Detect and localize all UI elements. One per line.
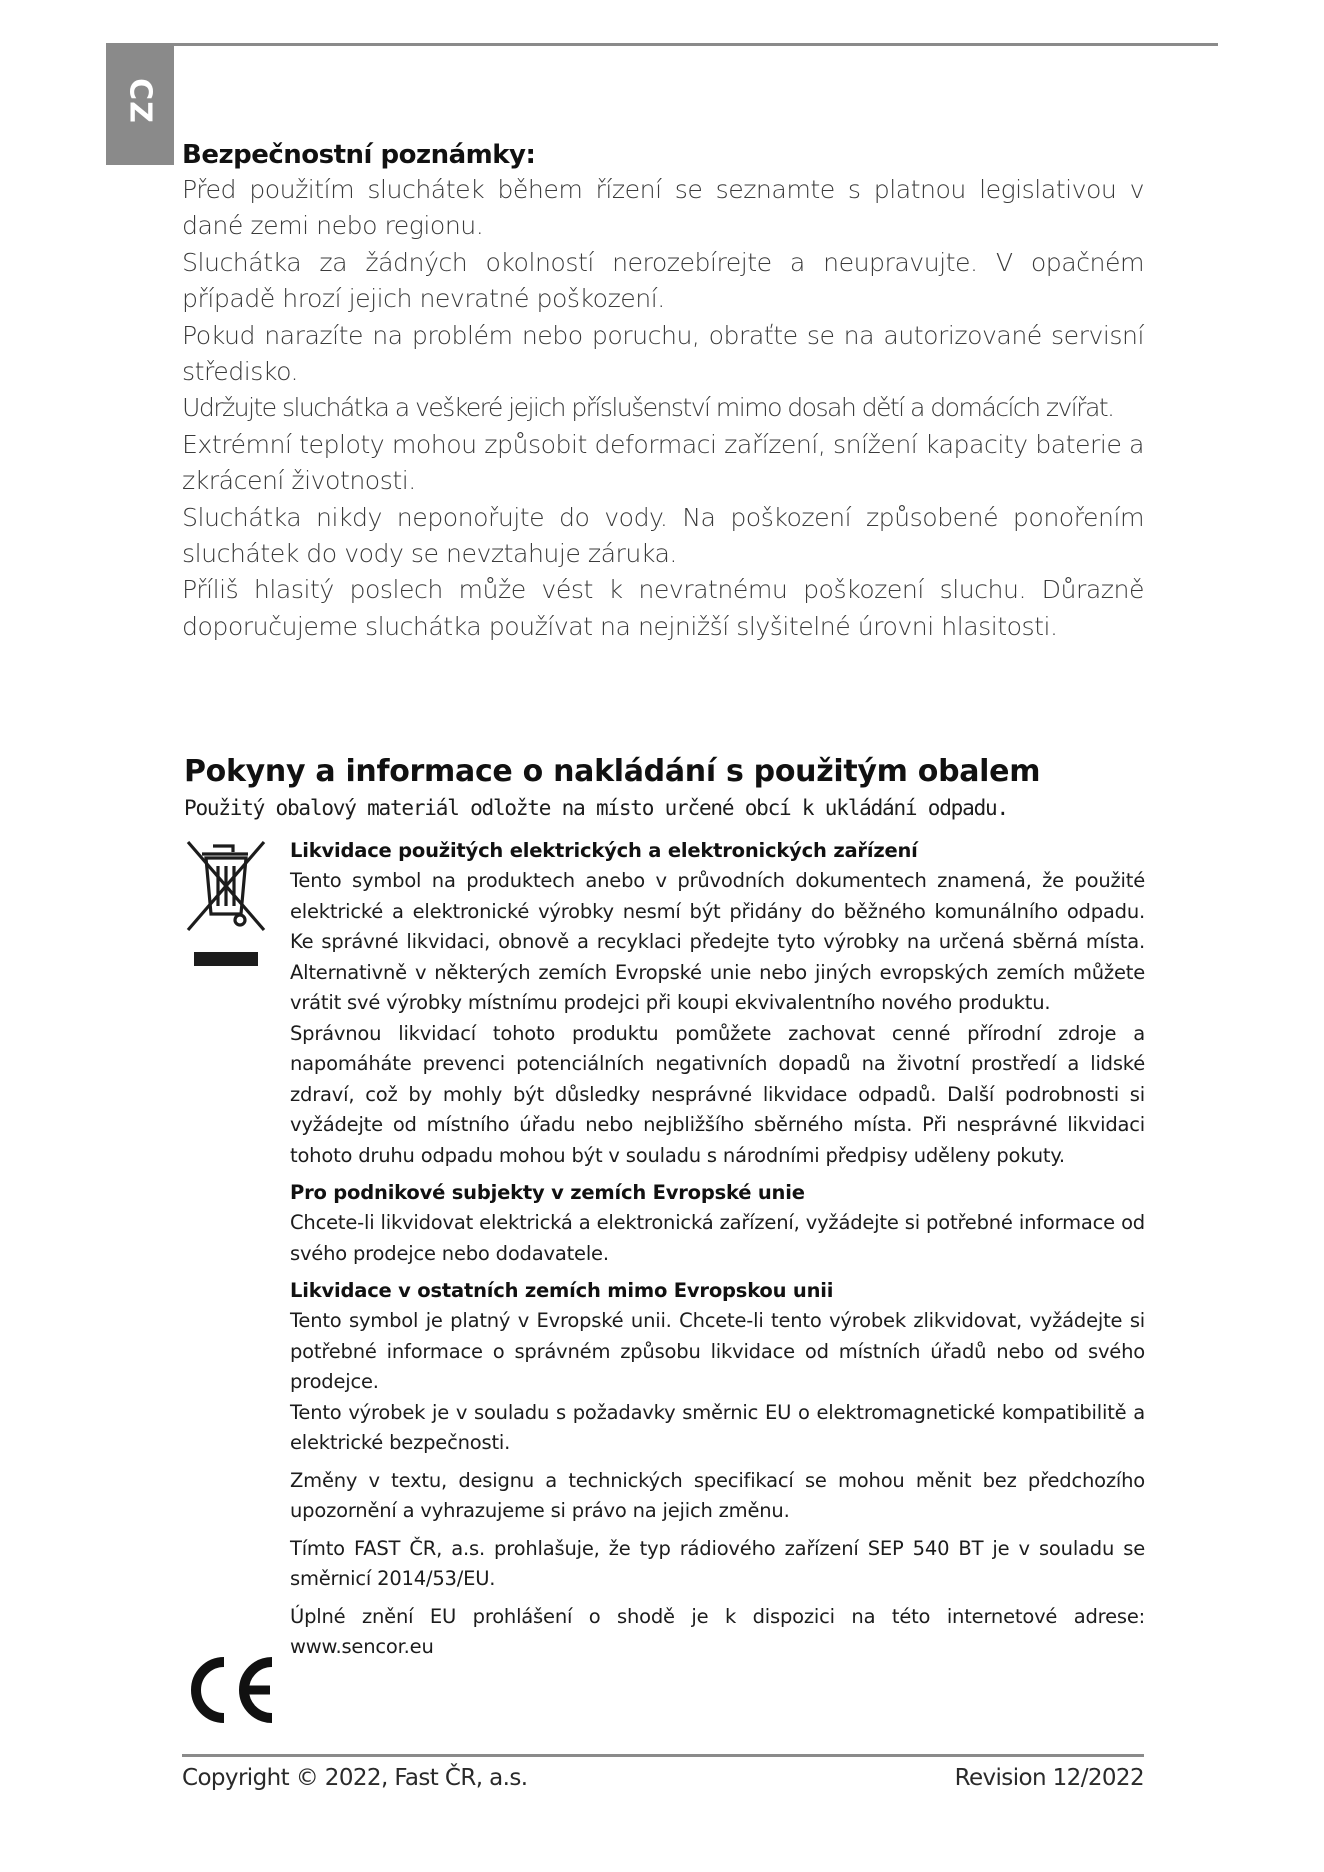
packaging-section: [184, 752, 1144, 824]
safety-paragraph: Příliš hlasitý poslech může vést k nevratnému poškození sluchu. Důrazně doporučujeme sluchátka používat na nejnižší slyšitelné úrovni hlasitosti.: [182, 575, 1144, 641]
packaging-lead: Použitý obalový materiál odložte na místo určené obcí k ukládání odpadu.: [184, 796, 1008, 820]
ce-mark-icon: [186, 1656, 278, 1724]
weee-paragraph: Správnou likvidací tohoto produktu pomůžete zachovat cenné přírodní zdroje a napomáháte prevenci potenciálních negativních dopadů na životní prostředí a lidské zdraví, což by mohly být důsledky nesprávné likvidace odpadů. Další podrobnosti si vyžádejte od místního úřadu nebo nejbližšího sběrného místa. Při nesprávné likvidaci tohoto druhu odpadu mohou být v souladu s národními předpisy uděleny pokuty.: [290, 1021, 1145, 1167]
safety-paragraph: Pokud narazíte na problém nebo poruchu, obraťte se na autorizované servisní středisko.: [182, 320, 1144, 387]
packaging-heading: Pokyny a informace o nakládání s použitým obalem: [184, 754, 1041, 789]
safety-paragraph: Udržujte sluchátka a veškeré jejich příslušenství mimo dosah dětí a domácích zvířat.: [182, 393, 1114, 423]
safety-notes-section: [182, 140, 1144, 645]
top-rule: [106, 43, 1218, 46]
other-countries-paragraph: Tento symbol je platný v Evropské unii. Chcete-li tento výrobek zlikvidovat, vyžádejte si potřebné informace o správném způsobu likvidace od místních úřadů nebo od svého prodejce.: [290, 1309, 1145, 1393]
safety-heading: Bezpečnostní poznámky:: [182, 140, 536, 170]
safety-paragraph: Před použitím sluchátek během řízení se seznamte s platnou legislativou v dané zemi nebo regionu.: [182, 175, 1144, 241]
business-paragraph: Chcete-li likvidovat elektrická a elektronická zařízení, vyžádejte si potřebné informace od svého prodejce nebo dodavatele.: [290, 1211, 1145, 1265]
declaration-paragraph: Tímto FAST ČR, a.s. prohlašuje, že typ rádiového zařízení SEP 540 BT je v souladu se směrnicí 2014/53/EU.: [290, 1536, 1145, 1590]
safety-paragraph: Sluchátka za žádných okolností nerozebírejte a neupravujte. V opačném případě hrozí jejich nevratné poškození.: [182, 247, 1144, 314]
business-heading: Pro podnikové subjekty v zemích Evropské unie: [290, 1181, 805, 1204]
safety-paragraph: Extrémní teploty mohou způsobit deformaci zařízení, snížení kapacity baterie a zkrácení životnosti.: [182, 429, 1144, 496]
disposal-section: [290, 836, 1145, 1663]
weee-heading: Likvidace použitých elektrických a elektronických zařízení: [290, 839, 918, 862]
changes-paragraph: Změny v textu, designu a technických specifikací se mohou měnit bez předchozího upozornění a vyhrazujeme si právo na jejich změnu.: [290, 1468, 1145, 1522]
revision-text: Revision 12/2022: [954, 1765, 1144, 1791]
weee-crossed-bin-icon: [184, 838, 268, 970]
weee-paragraph: Tento symbol na produktech anebo v průvodních dokumentech znamená, že použité elektrické a elektronické výrobky nesmí být přidány do běžného komunálního odpadu. Ke správné likvidaci, obnově a recyklaci předejte tyto výrobky na určená sběrná místa. Alternativně v některých zemích Evropské unie nebo jiných evropských zemích můžete vrátit své výrobky místnímu prodejci při koupi ekvivalentního nového produktu.: [290, 869, 1145, 1014]
safety-paragraph: Sluchátka nikdy neponořujte do vody. Na poškození způsobené ponořením sluchátek do vody se nevztahuje záruka.: [182, 502, 1144, 569]
other-countries-heading: Likvidace v ostatních zemích mimo Evropskou unii: [290, 1279, 834, 1302]
language-tab-label: CZ: [122, 78, 158, 124]
language-tab: [106, 43, 174, 165]
full-text-paragraph: Úplné znění EU prohlášení o shodě je k dispozici na této internetové adrese: www.sencor.eu: [290, 1604, 1145, 1658]
bottom-rule: [182, 1754, 1144, 1757]
copyright-text: Copyright © 2022, Fast ČR, a.s.: [182, 1765, 528, 1791]
compliance-paragraph: Tento výrobek je v souladu s požadavky směrnic EU o elektromagnetické kompatibilitě a elektrické bezpečnosti.: [290, 1400, 1145, 1454]
